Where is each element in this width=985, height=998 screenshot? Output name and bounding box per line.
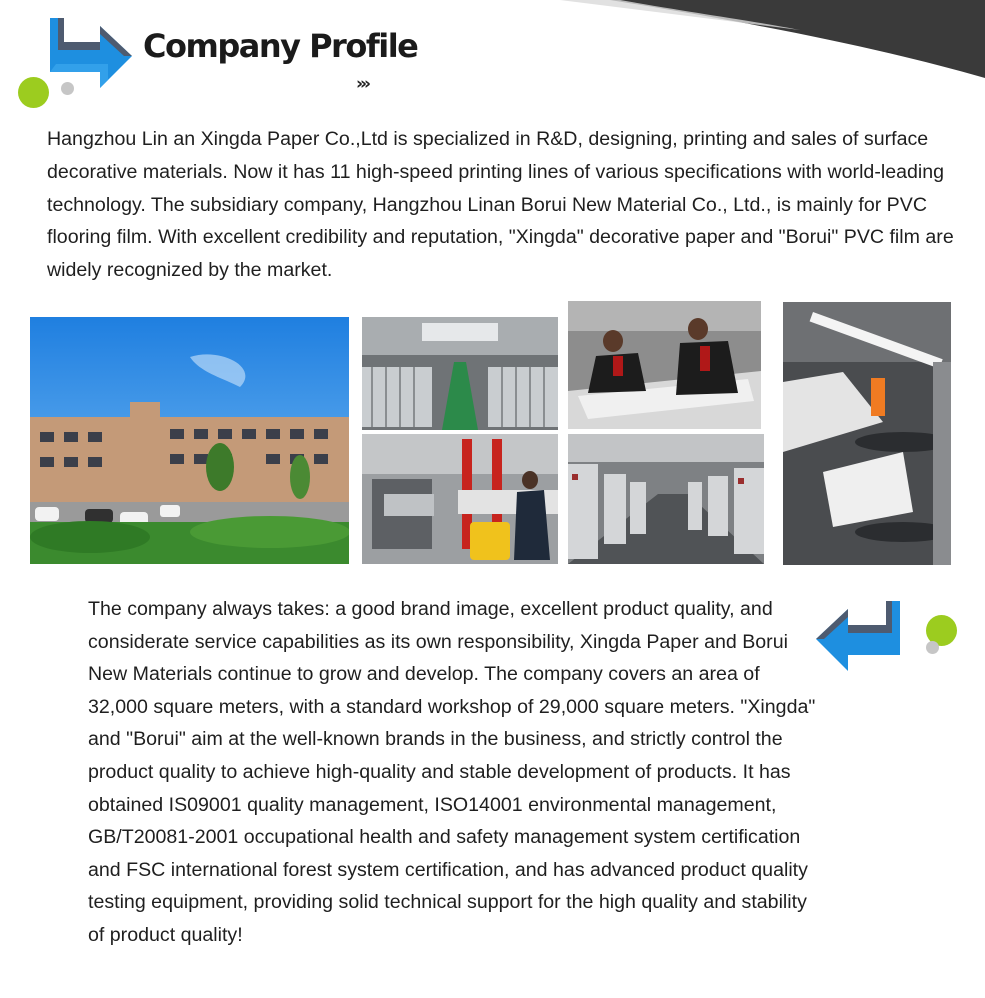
chevron-right-icon: ››› [356, 74, 369, 94]
printing-machine-closeup-photo [783, 302, 951, 565]
grey-dot-decoration [926, 641, 939, 654]
page-title: Company Profile [143, 27, 418, 65]
body-paragraph: The company always takes: a good brand image, excellent product quality, and considerate service capabilities as its own responsibility, Xingda Paper and Borui New Materials continue to grow and develop. The company covers an area of 32,000 square meters, with a standard workshop of 29,000 square meters. "Xingda" and "Borui" aim at the well-known brands in the business, and strictly control the product quality to achieve high-quality and stable development of products. It has obtained IS09001 quality management, ISO14001 environmental management, GB/T20081-2001 occupational health and safety management system certification and FSC international forest system certification, and has advanced product quality testing equipment, providing solid technical support for the high quality and stability of product quality! [88, 598, 816, 946]
green-dot-decoration [18, 77, 49, 108]
workers-inspection-photo [568, 301, 761, 429]
arrow-logo-icon [48, 16, 134, 96]
arrow-logo-icon [812, 597, 902, 675]
factory-building-photo [30, 317, 349, 564]
intro-paragraph: Hangzhou Lin an Xingda Paper Co.,Ltd is specialized in R&D, designing, printing and sales of surface decorative materials. Now it has 11 high-speed printing lines of various specifications with world-leading technology. The subsidiary company, Hangzhou Linan Borui New Material Co., Ltd., is mainly for PVC flooring film. With excellent credibility and reputation, "Xingda" decorative paper and "Borui" PVC film are widely recognized by the market. [47, 128, 954, 282]
forklift-roll-photo [362, 434, 558, 564]
warehouse-rolls-photo [362, 317, 558, 430]
grey-dot-decoration [61, 82, 74, 95]
printing-line-photo [568, 434, 764, 564]
